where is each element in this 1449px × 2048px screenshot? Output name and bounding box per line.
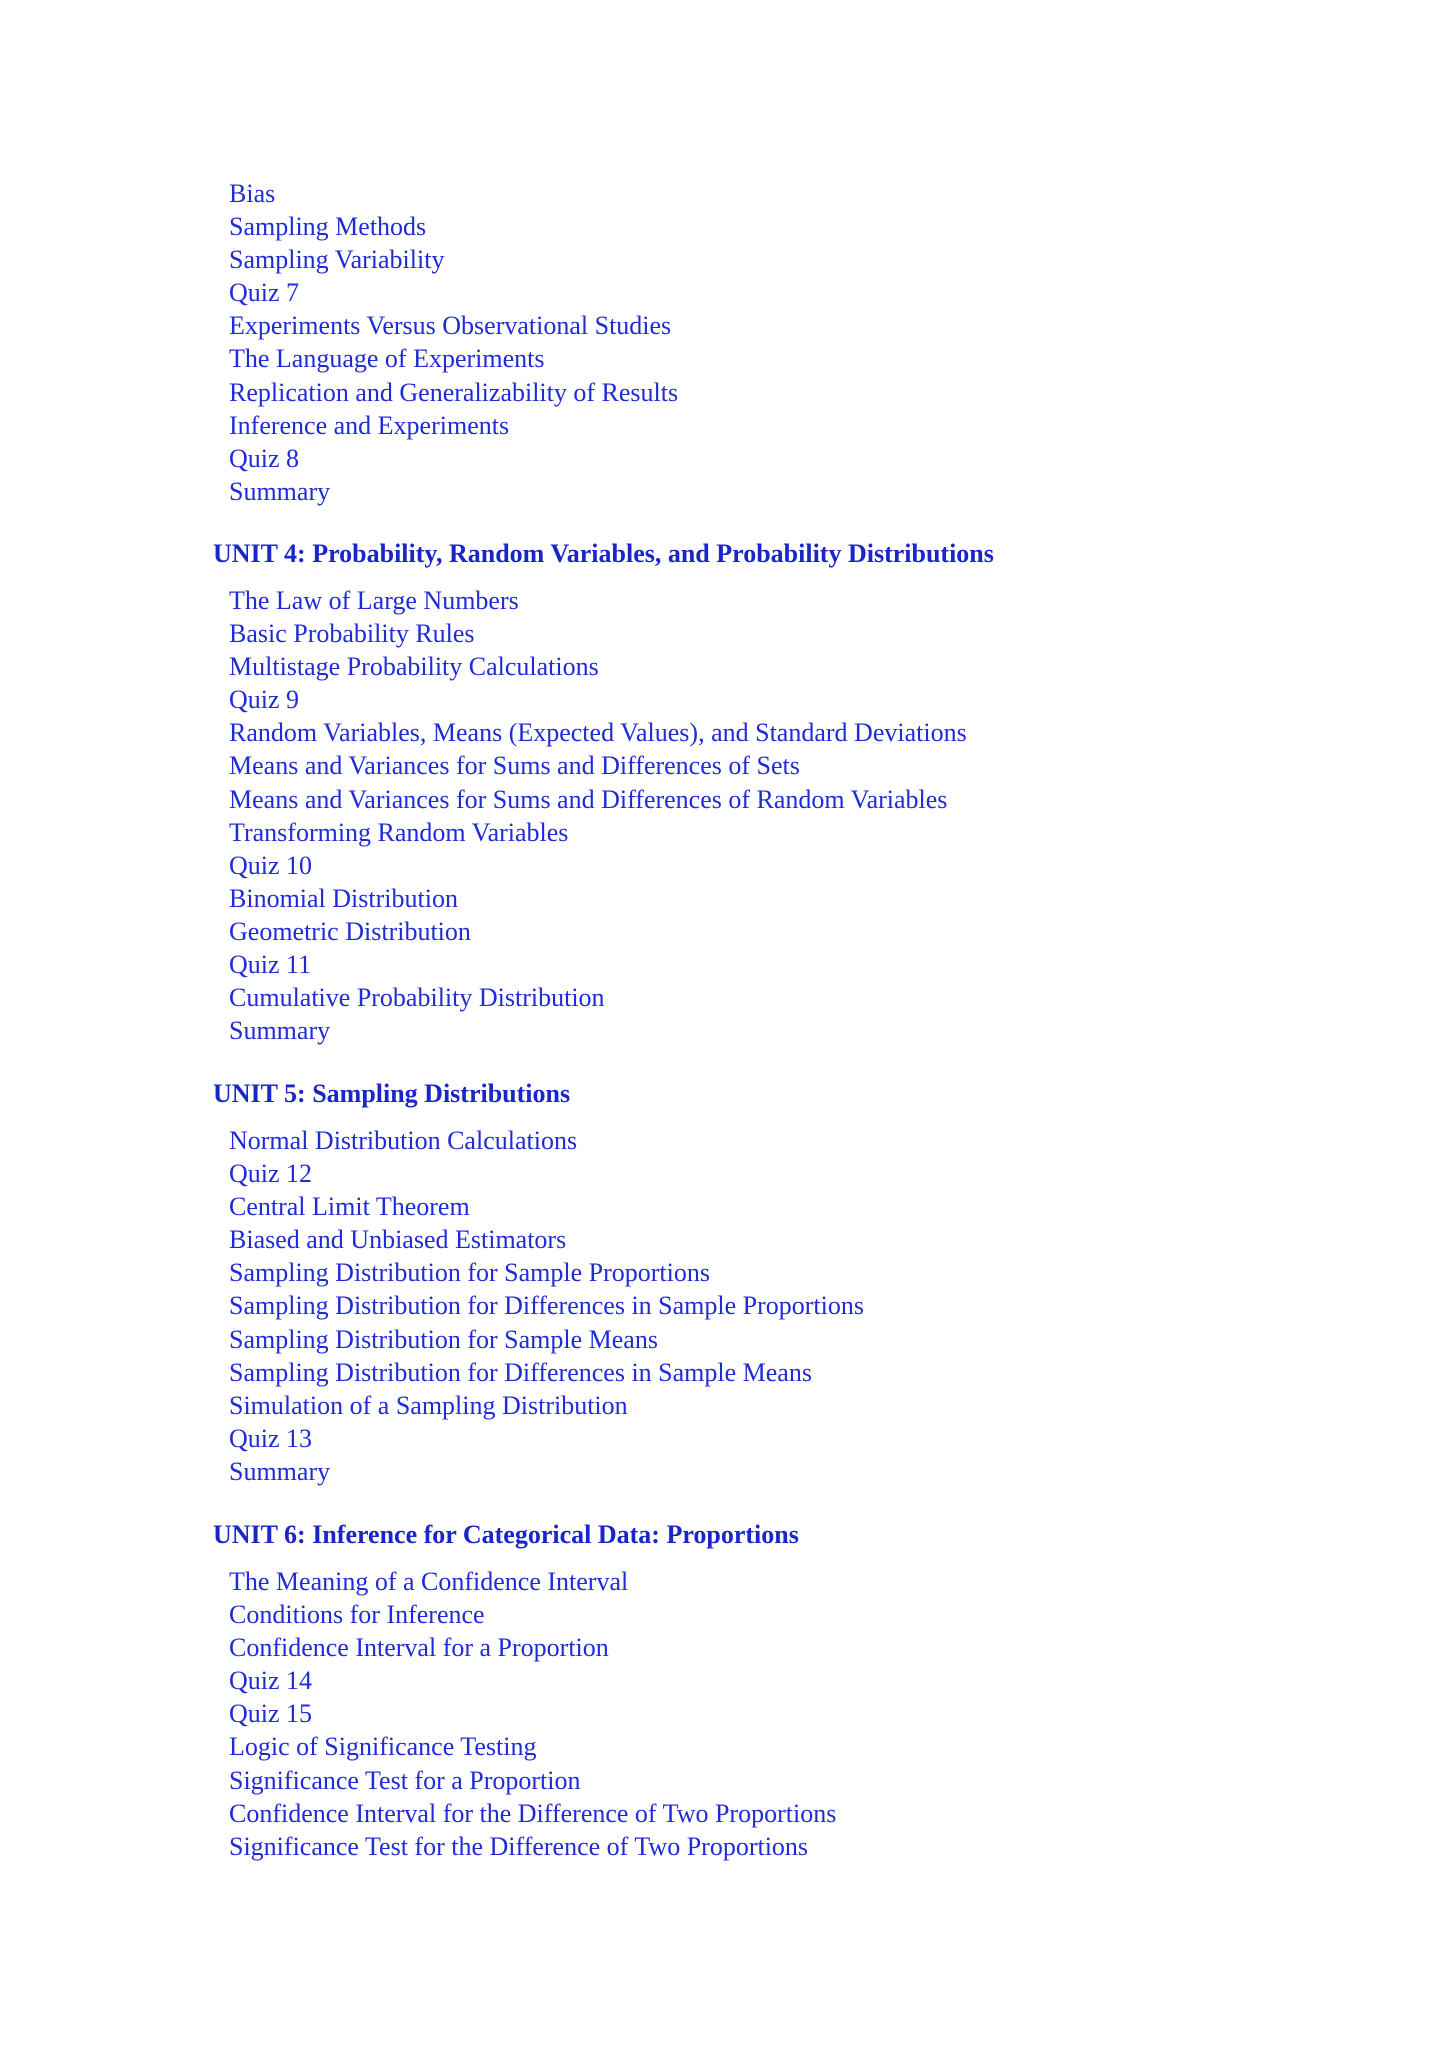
toc-link[interactable]: Summary xyxy=(229,476,331,506)
toc-link[interactable]: Sampling Methods xyxy=(229,212,427,242)
toc-link[interactable]: Sampling Variability xyxy=(229,245,445,275)
toc-link[interactable]: Sampling Distribution for Differences in Sample Means xyxy=(229,1357,812,1387)
toc-list-unit-3-continued xyxy=(229,177,678,508)
toc-link[interactable]: Significance Test for a Proportion xyxy=(229,1765,581,1795)
toc-link[interactable]: Sampling Distribution for Differences in Sample Proportions xyxy=(229,1291,864,1321)
toc-link[interactable]: Summary xyxy=(229,1456,331,1486)
toc-link[interactable]: The Meaning of a Confidence Interval xyxy=(229,1567,629,1596)
toc-list-unit-4 xyxy=(229,584,967,1047)
toc-link[interactable]: Means and Variances for Sums and Differences of Random Variables xyxy=(229,784,948,814)
toc-link[interactable]: Quiz 10 xyxy=(229,850,313,880)
toc-link[interactable]: Geometric Distribution xyxy=(229,916,471,946)
toc-link[interactable]: Quiz 8 xyxy=(229,443,300,473)
toc-link[interactable]: Inference and Experiments xyxy=(229,410,510,440)
toc-link[interactable]: Multistage Probability Calculations xyxy=(229,652,599,682)
toc-link[interactable]: Significance Test for the Difference of Two Proportions xyxy=(229,1831,809,1861)
toc-link[interactable]: Sampling Distribution for Sample Proportions xyxy=(229,1258,710,1288)
unit-6-heading: UNIT 6: Inference for Categorical Data: Proportions xyxy=(213,1520,799,1549)
toc-link[interactable]: Replication and Generalizability of Results xyxy=(229,377,679,407)
toc-link[interactable]: Logic of Significance Testing xyxy=(229,1732,537,1762)
toc-link[interactable]: Random Variables, Means (Expected Values), and Standard Deviations xyxy=(229,718,967,748)
toc-link[interactable]: Quiz 14 xyxy=(229,1666,313,1696)
toc-link[interactable]: Quiz 12 xyxy=(229,1159,313,1189)
unit-4-heading: UNIT 4: Probability, Random Variables, and Probability Distributions xyxy=(213,539,994,568)
toc-link[interactable]: Quiz 9 xyxy=(229,685,300,715)
toc-link[interactable]: Sampling Distribution for Sample Means xyxy=(229,1324,658,1354)
toc-link[interactable]: Transforming Random Variables xyxy=(229,817,569,847)
toc-link[interactable]: Normal Distribution Calculations xyxy=(229,1126,578,1155)
toc-link[interactable]: Bias xyxy=(229,179,276,208)
toc-link[interactable]: Central Limit Theorem xyxy=(229,1192,470,1222)
toc-link[interactable]: Cumulative Probability Distribution xyxy=(229,983,605,1013)
toc-link[interactable]: Quiz 7 xyxy=(229,278,300,308)
toc-list-unit-6 xyxy=(229,1565,836,1863)
toc-link[interactable]: Confidence Interval for a Proportion xyxy=(229,1633,609,1663)
toc-link[interactable]: Binomial Distribution xyxy=(229,883,458,913)
toc-link[interactable]: Quiz 11 xyxy=(229,950,312,980)
toc-link[interactable]: Quiz 13 xyxy=(229,1423,313,1453)
toc-link[interactable]: Simulation of a Sampling Distribution xyxy=(229,1390,628,1420)
toc-link[interactable]: Basic Probability Rules xyxy=(229,619,475,649)
toc-link[interactable]: The Language of Experiments xyxy=(229,344,545,374)
toc-link[interactable]: Biased and Unbiased Estimators xyxy=(229,1225,567,1255)
toc-link[interactable]: Confidence Interval for the Difference of Two Proportions xyxy=(229,1798,837,1828)
toc-link[interactable]: Experiments Versus Observational Studies xyxy=(229,311,672,341)
toc-link[interactable]: The Law of Large Numbers xyxy=(229,586,519,615)
unit-5-heading: UNIT 5: Sampling Distributions xyxy=(213,1079,571,1108)
toc-link[interactable]: Conditions for Inference xyxy=(229,1600,485,1630)
toc-list-unit-5 xyxy=(229,1124,864,1488)
toc-link[interactable]: Summary xyxy=(229,1016,331,1046)
toc-link[interactable]: Quiz 15 xyxy=(229,1699,313,1729)
toc-link[interactable]: Means and Variances for Sums and Differences of Sets xyxy=(229,751,800,781)
